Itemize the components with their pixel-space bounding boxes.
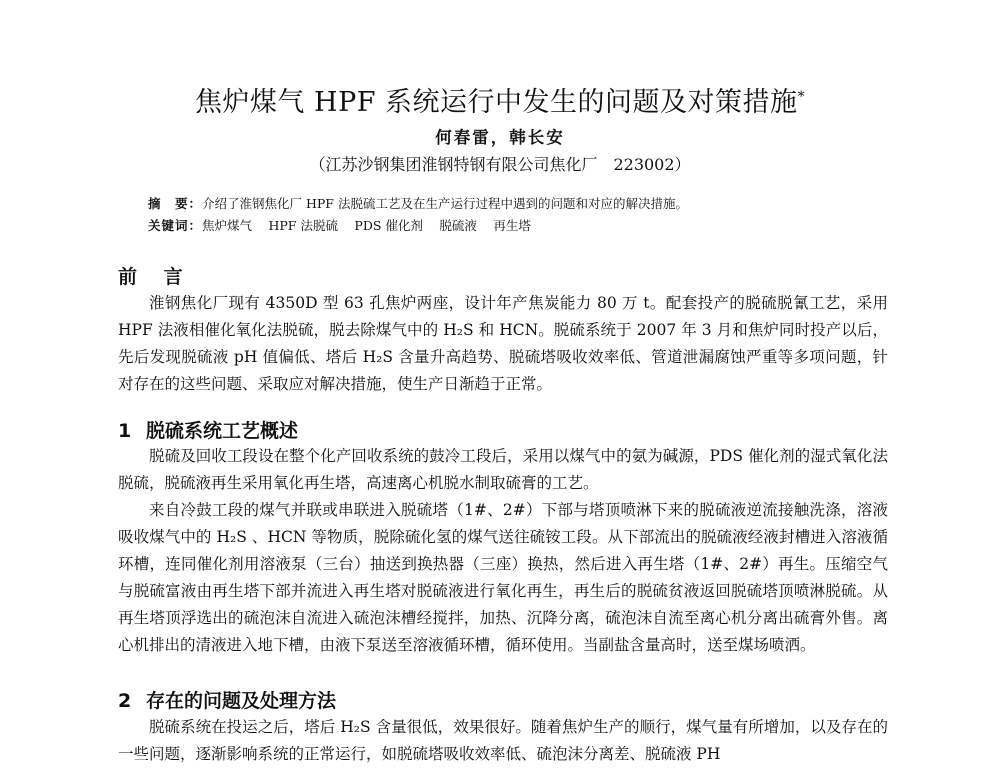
keywords-label: 关键词：: [148, 218, 203, 233]
abstract: [148, 194, 848, 212]
section-title: 存在的问题及处理方法: [146, 690, 337, 712]
authors: 何春雷，韩长安: [435, 128, 565, 147]
section-title: 脱硫系统工艺概述: [146, 420, 299, 442]
abstract-text: 介绍了淮钢焦化厂 HPF 法脱硫工艺及在生产运行过程中遇到的问题和对应的解决措施。: [202, 196, 688, 211]
preface-paragraph: 淮钢焦化厂现有 4350D 型 63 孔焦炉两座，设计年产焦炭能力 80 万 t。配套投产的脱硫脱氰工艺，采用 HPF 法液相催化氧化法脱硫，脱去除煤气中的 H₂S 和 HCN。脱硫系统于 2007 年 3 月和焦炉同时投产以后，先后发现脱硫液 pH 值偏低、塔后 H₂S 含量升高趋势、脱硫塔吸收效率低、管道泄漏腐蚀严重等多项问题，针对存在的这些问题、采取应对解决措施，使生产日渐趋于正常。: [118, 294, 888, 393]
title-footnote-mark: *: [797, 89, 806, 105]
section-1-paragraph-2: 来自冷鼓工段的煤气并联或串联进入脱硫塔（1#、2#）下部与塔顶喷淋下来的脱硫液逆流接触洗涤，溶液吸收煤气中的 H₂S 、HCN 等物质，脱除硫化氢的煤气送往硫铵工段。从下部流出的脱硫液经液封槽进入溶液循环槽，连同催化剂用溶液泵（三台）抽送到换热器（三座）换热，然后进入再生塔（1#、2#）再生。压缩空气与脱硫富液由再生塔下部并流进入再生塔对脱硫液进行氧化再生，再生后的脱硫贫液返回脱硫塔顶喷淋脱硫。从再生塔顶浮选出的硫泡沫自流进入硫泡沫槽经搅拌，加热、沉降分离，硫泡沫自流至离心机分离出硫膏外售。离心机排出的清液进入地下槽，由液下泵送至溶液循环槽，循环使用。当副盐含量高时，送至煤场喷洒。: [118, 501, 888, 654]
section-1-paragraph-1: 脱硫及回收工段设在整个化产回收系统的鼓冷工段后，采用以煤气中的氨为碱源，PDS 催化剂的湿式氧化法脱硫，脱硫液再生采用氧化再生塔，高速离心机脱水制取硫膏的工艺。: [118, 447, 888, 492]
section-heading-2: [118, 686, 336, 713]
title-text: 焦炉煤气 HPF 系统运行中发生的问题及对策措施: [194, 87, 798, 118]
section-number: 1: [118, 420, 132, 442]
section-2-paragraph-1: 脱硫系统在投运之后，塔后 H₂S 含量很低，效果很好。随着焦炉生产的顺行，煤气量有所增加，以及存在的一些问题，逐渐影响系统的正常运行，如脱硫塔吸收效率低、硫泡沫分离差、脱硫液 PH: [118, 718, 888, 763]
section-heading-1: [118, 416, 298, 443]
paper-title: [0, 80, 1000, 119]
section-heading-preface: 前 言: [118, 266, 193, 288]
keywords-text: 焦炉煤气 HPF 法脱硫 PDS 催化剂 脱硫液 再生塔: [202, 218, 531, 233]
affiliation: （江苏沙钢集团淮钢特钢有限公司焦化厂 223002）: [309, 155, 691, 174]
abstract-label: 摘 要：: [148, 196, 203, 211]
keywords: [148, 216, 848, 234]
section-number: 2: [118, 690, 132, 712]
